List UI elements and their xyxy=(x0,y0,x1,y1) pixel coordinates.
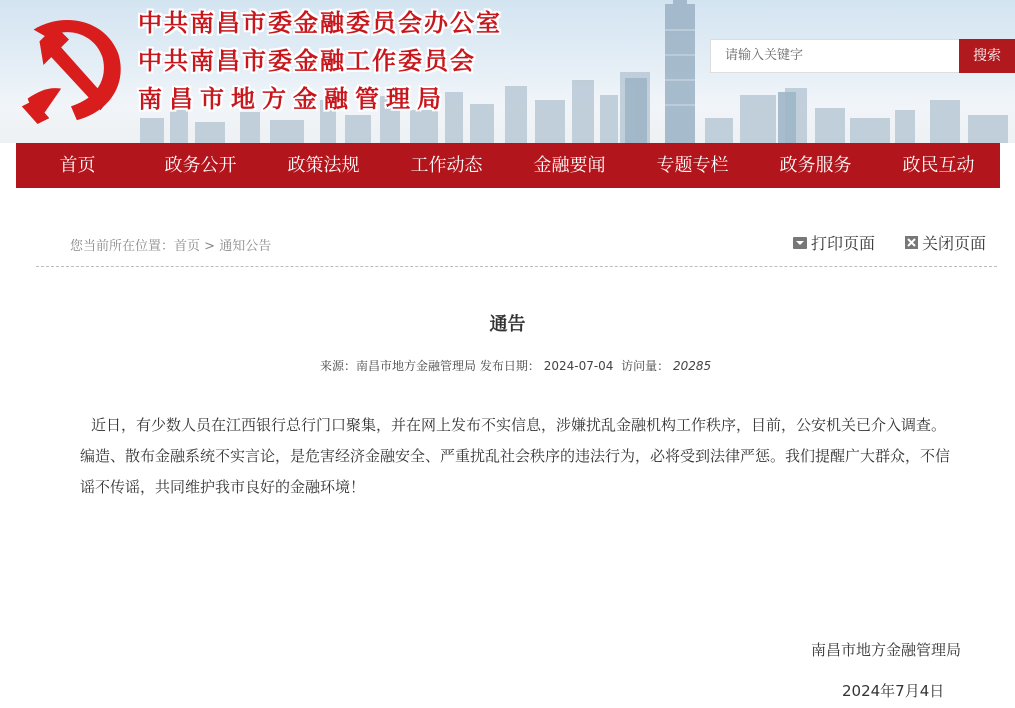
close-page-label: 关闭页面 xyxy=(922,234,987,253)
search-button[interactable]: 搜索 xyxy=(959,39,1015,73)
site-titles xyxy=(138,4,502,118)
article-signature: 南昌市地方金融管理局 xyxy=(811,641,962,659)
article-body: 近日，有少数人员在江西银行总行门口聚集，并在网上发布不实信息，涉嫌扰乱金融机构工作秩序，目前，公安机关已介入调查。编造、散布金融系统不实言论，是危害经济金融安全、严重扰乱社会秩序的违法行为，必将受到法律严惩。我们提醒广大群众，不信谣不传谣，共同维护我市良好的金融环境！ xyxy=(80,416,951,496)
print-page-label: 打印页面 xyxy=(811,234,876,253)
date-value: 2024-07-04 xyxy=(543,359,614,373)
site-title-1: 中共南昌市委金融委员会办公室 xyxy=(138,9,502,37)
breadcrumb-current[interactable]: 通知公告 xyxy=(219,239,272,254)
close-page-button[interactable] xyxy=(905,231,986,254)
print-icon xyxy=(793,237,807,249)
nav-item-work-news[interactable]: 工作动态 xyxy=(410,155,483,176)
source-label: 来源： xyxy=(320,359,357,373)
nav-item-gov-affairs[interactable]: 政务公开 xyxy=(164,155,237,176)
date-label: 发布日期： xyxy=(479,359,540,373)
content-divider xyxy=(36,266,997,267)
breadcrumb xyxy=(70,235,271,254)
site-title-3: 南昌市地方金融管理局 xyxy=(138,85,448,113)
nav-item-home[interactable]: 首页 xyxy=(59,155,96,176)
site-header xyxy=(0,0,1015,143)
site-title-2: 中共南昌市委金融工作委员会 xyxy=(138,47,476,75)
search-input[interactable]: 请输入关键字 xyxy=(710,39,960,73)
nav-item-services[interactable]: 政务服务 xyxy=(779,155,852,176)
party-emblem-icon xyxy=(10,8,128,126)
close-icon xyxy=(905,236,918,249)
breadcrumb-separator: > xyxy=(200,239,220,254)
nav-item-policies[interactable]: 政策法规 xyxy=(287,155,360,176)
article-meta xyxy=(320,357,711,374)
nav-item-topics[interactable]: 专题专栏 xyxy=(656,155,729,176)
nav-item-interaction[interactable]: 政民互动 xyxy=(902,155,975,176)
article-title: 通告 xyxy=(489,314,526,335)
print-page-button[interactable] xyxy=(793,231,875,254)
article-signed-date: 2024年7月4日 xyxy=(842,682,945,700)
views-count: 20285 xyxy=(672,359,712,373)
breadcrumb-prefix: 您当前所在位置： xyxy=(70,239,175,254)
nav-item-finance-news[interactable]: 金融要闻 xyxy=(533,155,606,176)
main-nav xyxy=(16,143,1000,188)
source-value: 南昌市地方金融管理局 xyxy=(356,359,477,373)
breadcrumb-home-link[interactable]: 首页 xyxy=(174,239,201,254)
views-label: 访问量： xyxy=(621,359,670,373)
